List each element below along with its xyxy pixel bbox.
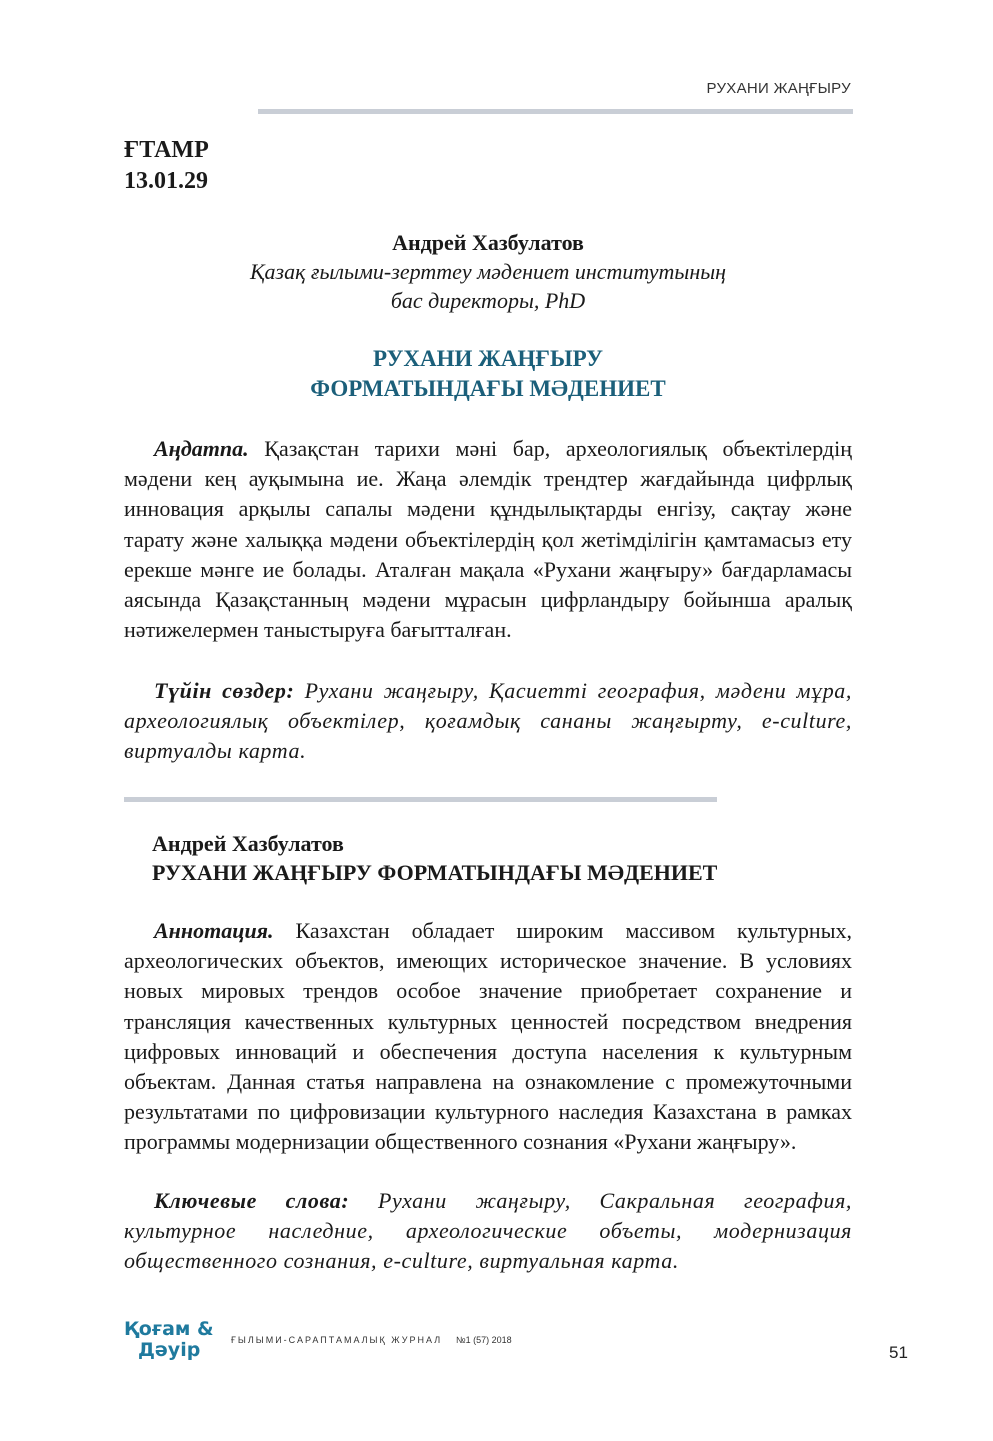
author-name-ru: Андрей Хазбулатов — [152, 831, 344, 856]
author-affiliation-line2: бас директоры, PhD — [390, 288, 586, 313]
keywords-kz-lead: Түйін сөздер: — [154, 678, 295, 703]
running-header: РУХАНИ ЖАҢҒЫРУ — [706, 80, 851, 97]
author-block-ru — [152, 829, 717, 887]
article-title-kz-line2: ФОРМАТЫНДАҒЫ МӘДЕНИЕТ — [310, 376, 666, 401]
journal-logo — [124, 1319, 214, 1361]
article-title-ru: РУХАНИ ЖАҢҒЫРУ ФОРМАТЫНДАҒЫ МӘДЕНИЕТ — [152, 860, 718, 885]
author-block-kz — [124, 229, 852, 315]
page-number: 51 — [889, 1343, 908, 1362]
keywords-kz-text: Рухани жаңғыру, Қасиетті география, мәдени мұра, археологиялық объектілер, қоғамдық сананы жаңғырту, e-culture, виртуалды карта. — [124, 678, 852, 764]
journal-issue: №1 (57) 2018 — [456, 1335, 512, 1345]
article-title-kz-line1: РУХАНИ ЖАҢҒЫРУ — [373, 346, 603, 371]
journal-name: ҒЫЛЫМИ-САРАПТАМАЛЫҚ ЖУРНАЛ — [231, 1335, 443, 1345]
article-title-kz — [124, 344, 852, 404]
header-rule — [258, 109, 853, 114]
abstract-ru-lead: Аннотация. — [154, 918, 274, 943]
section-divider — [124, 797, 717, 802]
journal-logo-line1: Қоғам & — [124, 1318, 214, 1340]
classification-label: ҒТАМР — [124, 137, 209, 163]
abstract-ru-text: Казахстан обладает широким массивом культурных, археологических объектов, имеющих историческое значение. В условиях новых мировых трендов особое значение приобретает сохранение и трансляция качественных культурных ценностей посредством внедрения цифровых инноваций и обеспечения доступа населения к культурным объектам. Данная статья направлена на ознакомление с промежуточными результатами по цифровизации культурного наследия Казахстана в рамках программы модернизации общественного сознания «Рухани жаңғыру». — [124, 918, 852, 1155]
classification-code: 13.01.29 — [124, 168, 208, 194]
abstract-ru — [124, 916, 852, 1158]
classification-block — [124, 135, 209, 197]
abstract-kz-lead: Аңдатпа. — [154, 436, 249, 461]
keywords-ru-lead: Ключевые слова: — [154, 1188, 350, 1213]
keywords-kz — [124, 676, 852, 767]
author-name-kz: Андрей Хазбулатов — [392, 230, 584, 255]
author-affiliation-line1: Қазақ ғылыми-зерттеу мәдениет институтының — [249, 259, 727, 284]
journal-logo-line2: Дәуір — [138, 1339, 201, 1361]
abstract-kz — [124, 434, 852, 645]
abstract-kz-text: Қазақстан тарихи мәні бар, археологиялық объектілердің мәдени кең ауқымына ие. Жаңа әлемдік трендтер жағдайында цифрлық инновация арқылы сапалы мәдени құндылықтарды енгізу, сақтау және тарату және халыққа мәдени объектілердің қол жетімділігін қамтамасыз ету ерекше мәнге ие болады. Аталған мақала «Рухани жаңғыру» бағдарламасы аясында Қазақстанның мәдени мұрасын цифрландыру бойынша аралық нәтижелермен таныстыруға бағытталған. — [124, 436, 852, 643]
keywords-ru-text: Рухани жаңғыру, Сакральная география, культурное наследние, археологические объеты, модернизация общественного сознания, e-culture, виртуальная карта. — [124, 1188, 852, 1274]
keywords-ru — [124, 1186, 852, 1277]
